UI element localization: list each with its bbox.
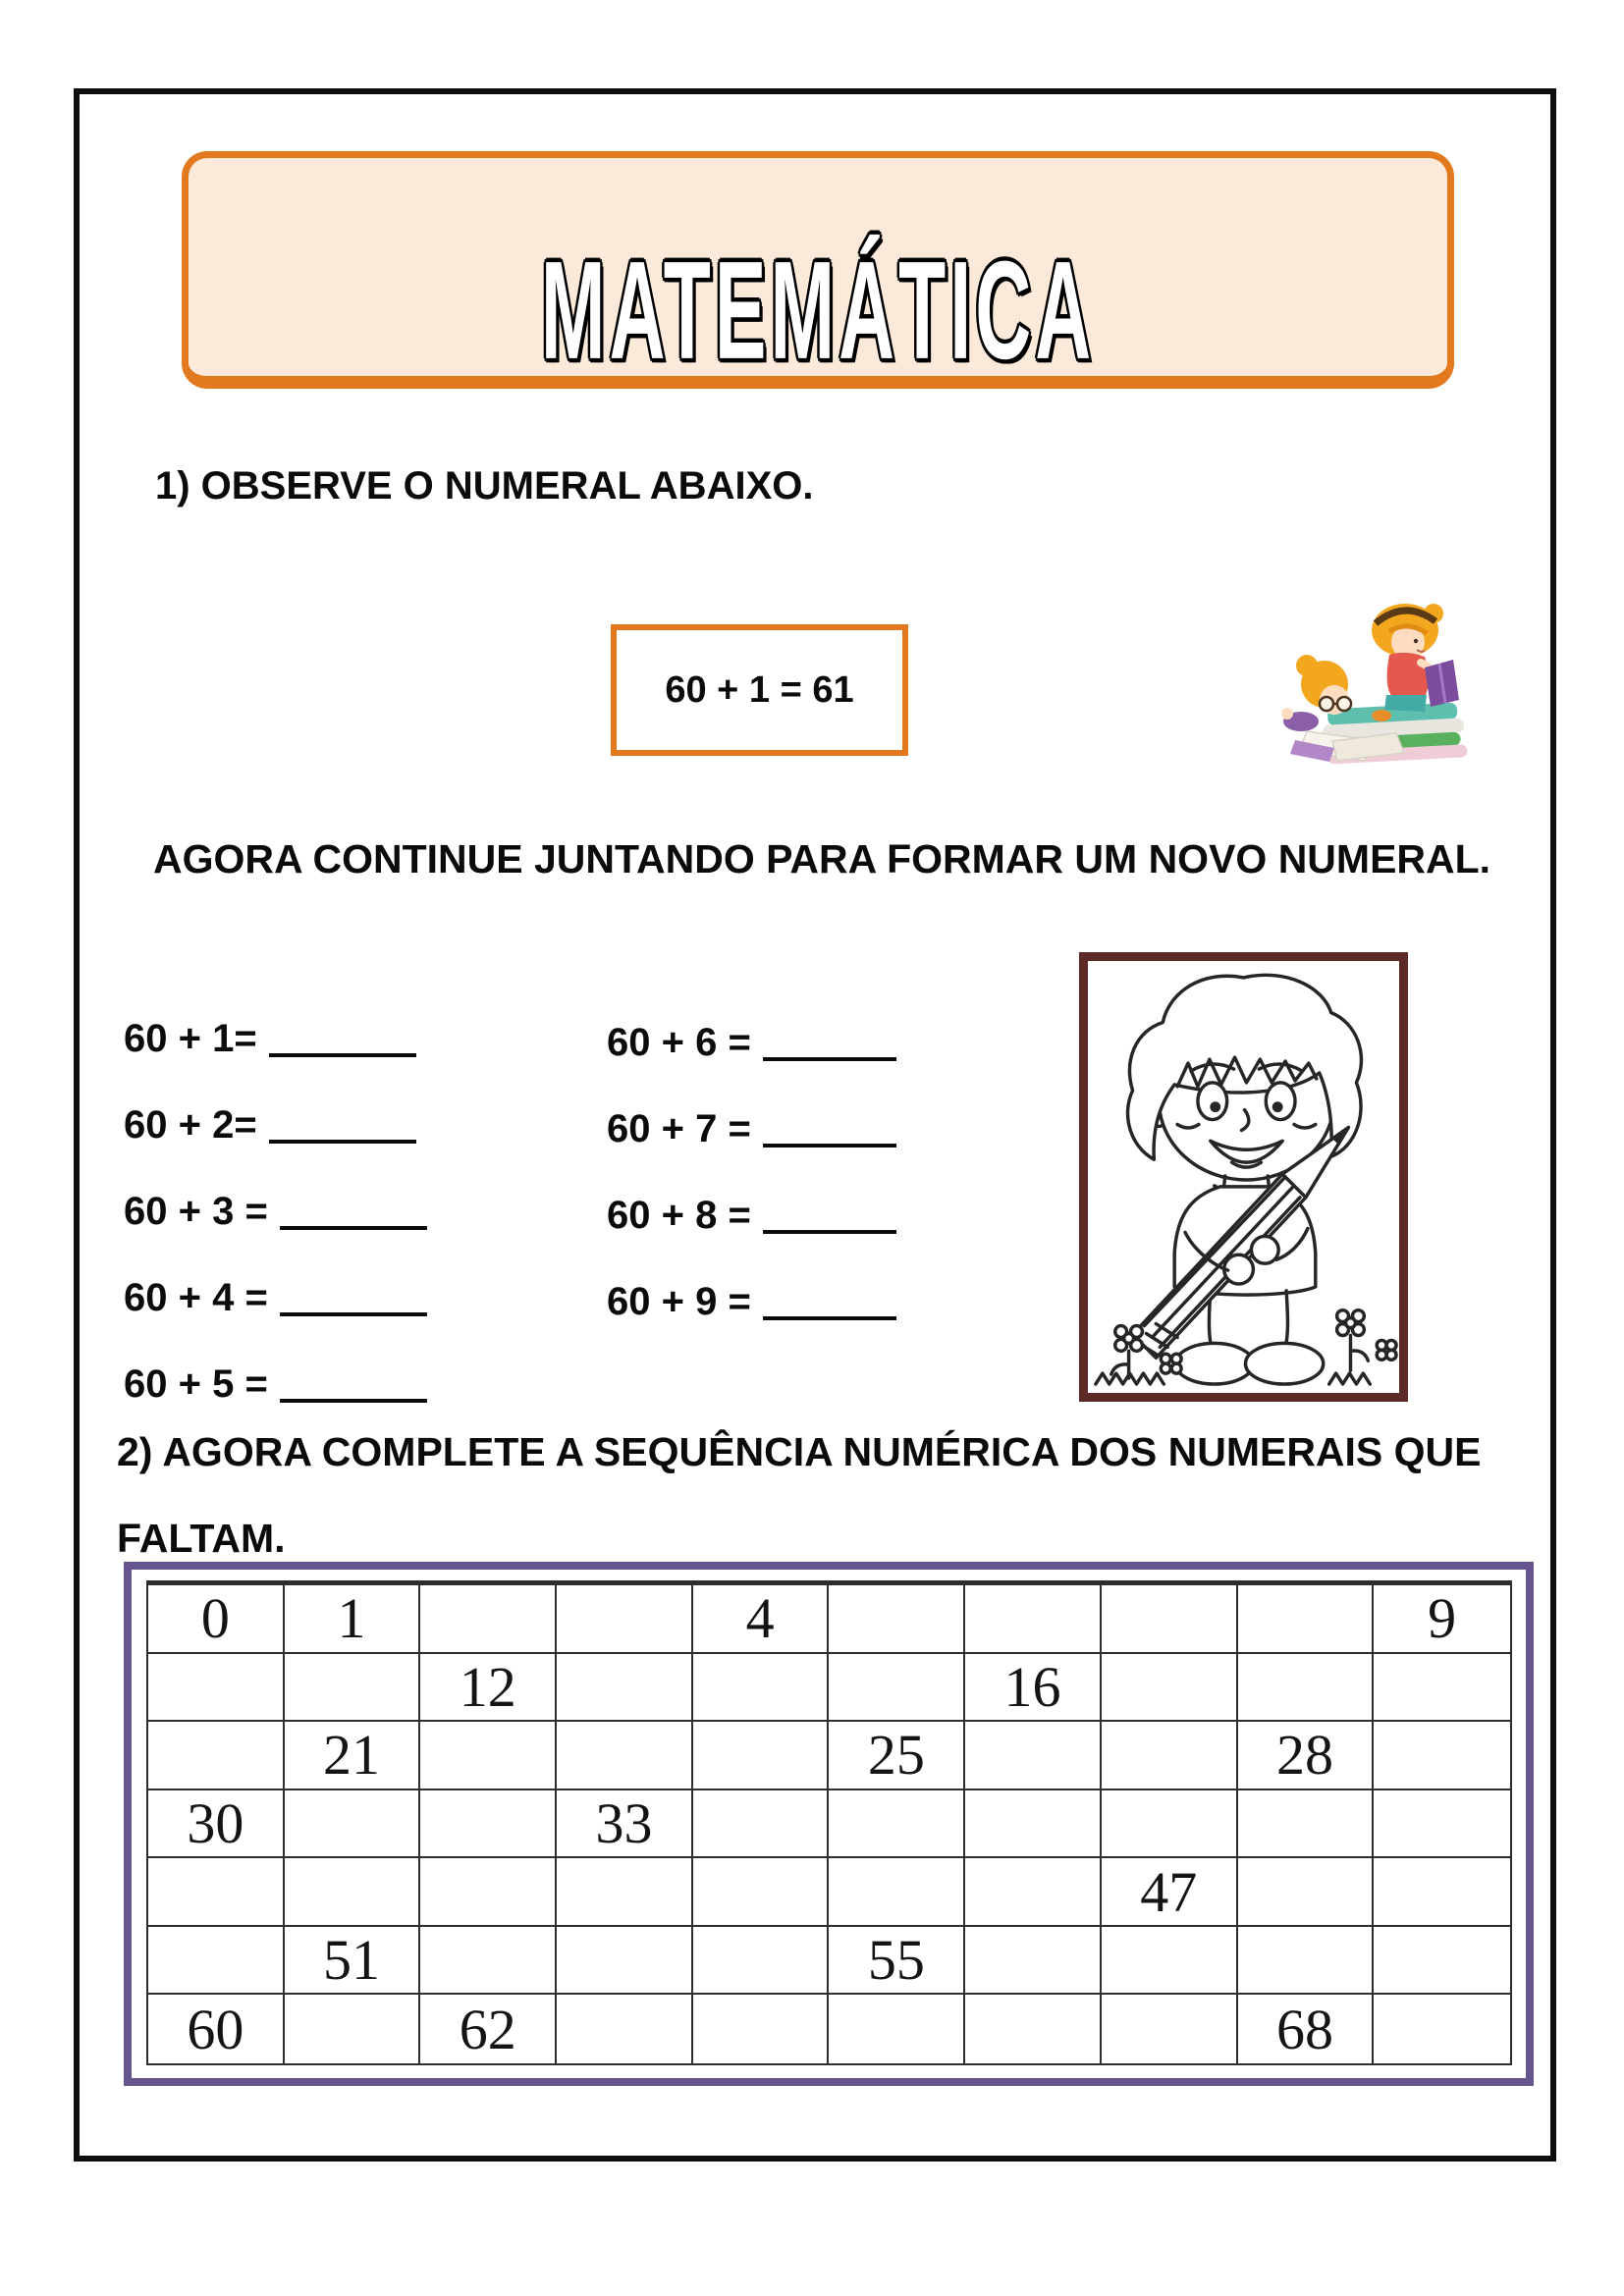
answer-blank <box>280 1216 427 1230</box>
answer-blank <box>763 1047 896 1061</box>
exercise-item-60-5: 60 + 5 = <box>124 1362 427 1407</box>
boy-with-pencil-clipart <box>1088 961 1399 1393</box>
sequence-cell-r3c1 <box>148 1722 285 1790</box>
sequence-cell-r7c1: 60 <box>148 1995 285 2063</box>
answer-blank <box>269 1130 416 1144</box>
sequence-cell-r2c3: 12 <box>420 1654 557 1723</box>
sequence-cell-r3c2: 21 <box>285 1722 421 1790</box>
sequence-cell-r1c5: 4 <box>693 1585 830 1654</box>
exercise-item-60-9: 60 + 9 = <box>607 1280 896 1324</box>
sequence-cell-r3c5 <box>693 1722 830 1790</box>
boy-with-pencil-frame <box>1079 952 1408 1402</box>
sequence-cell-r3c10 <box>1374 1722 1510 1790</box>
sequence-cell-r6c2: 51 <box>285 1927 421 1996</box>
sequence-cell-r5c9 <box>1238 1858 1375 1927</box>
sequence-cell-r3c7 <box>965 1722 1102 1790</box>
sequence-cell-r7c3: 62 <box>420 1995 557 2063</box>
sequence-cell-r4c2 <box>285 1790 421 1859</box>
sequence-cell-r6c8 <box>1102 1927 1238 1996</box>
example-equation: 60 + 1 = 61 <box>665 668 854 711</box>
sequence-cell-r1c10: 9 <box>1374 1585 1510 1654</box>
answer-blank <box>280 1303 427 1316</box>
sequence-cell-r5c7 <box>965 1858 1102 1927</box>
sequence-cell-r6c9 <box>1238 1927 1375 1996</box>
sequence-cell-r2c2 <box>285 1654 421 1723</box>
sequence-cell-r5c6 <box>829 1858 965 1927</box>
sequence-cell-r7c9: 68 <box>1238 1995 1375 2063</box>
sequence-cell-r3c9: 28 <box>1238 1722 1375 1790</box>
sequence-cell-r6c4 <box>557 1927 693 1996</box>
sequence-cell-r1c7 <box>965 1585 1102 1654</box>
sequence-cell-r7c5 <box>693 1995 830 2063</box>
sequence-cell-r2c9 <box>1238 1654 1375 1723</box>
exercise1-heading: 1) OBSERVE O NUMERAL ABAIXO. <box>155 464 814 507</box>
sequence-cell-r2c6 <box>829 1654 965 1723</box>
sequence-cell-r2c8 <box>1102 1654 1238 1723</box>
sequence-grid <box>146 1580 1512 2065</box>
sequence-cell-r6c3 <box>420 1927 557 1996</box>
exercise2-heading-line2: FALTAM. <box>117 1516 286 1561</box>
sequence-cell-r4c4: 33 <box>557 1790 693 1859</box>
sequence-cell-r3c6: 25 <box>829 1722 965 1790</box>
exercise-item-60-4: 60 + 4 = <box>124 1276 427 1320</box>
sequence-cell-r2c1 <box>148 1654 285 1723</box>
sequence-table <box>124 1562 1534 2086</box>
answer-blank <box>269 1043 416 1057</box>
page-title: MATEMÁTICA <box>540 233 1096 389</box>
sequence-cell-r5c4 <box>557 1858 693 1927</box>
sequence-cell-r1c2: 1 <box>285 1585 421 1654</box>
sequence-cell-r5c3 <box>420 1858 557 1927</box>
answer-blank <box>280 1389 427 1403</box>
sequence-cell-r5c8: 47 <box>1102 1858 1238 1927</box>
sequence-cell-r2c10 <box>1374 1654 1510 1723</box>
exercise-item-60-6: 60 + 6 = <box>607 1021 896 1065</box>
answer-blank <box>763 1307 896 1320</box>
sequence-cell-r3c8 <box>1102 1722 1238 1790</box>
sequence-cell-r4c9 <box>1238 1790 1375 1859</box>
sequence-cell-r1c9 <box>1238 1585 1375 1654</box>
kids-reading-clipart <box>1277 593 1474 774</box>
sequence-cell-r4c5 <box>693 1790 830 1859</box>
example-box <box>611 624 908 756</box>
sequence-cell-r4c3 <box>420 1790 557 1859</box>
sequence-cell-r1c1: 0 <box>148 1585 285 1654</box>
sequence-cell-r2c7: 16 <box>965 1654 1102 1723</box>
sequence-cell-r6c5 <box>693 1927 830 1996</box>
exercise2-heading-line1: 2) AGORA COMPLETE A SEQUÊNCIA NUMÉRICA DOS NUMERAIS QUE <box>117 1429 1482 1474</box>
sequence-cell-r6c6: 55 <box>829 1927 965 1996</box>
page-border-frame <box>74 88 1556 2162</box>
sequence-cell-r2c4 <box>557 1654 693 1723</box>
sequence-cell-r7c4 <box>557 1995 693 2063</box>
exercise-item-60-7: 60 + 7 = <box>607 1107 896 1151</box>
sequence-cell-r1c3 <box>420 1585 557 1654</box>
sequence-cell-r5c1 <box>148 1858 285 1927</box>
sequence-cell-r1c8 <box>1102 1585 1238 1654</box>
sequence-cell-r7c2 <box>285 1995 421 2063</box>
sequence-cell-r1c4 <box>557 1585 693 1654</box>
sequence-cell-r5c5 <box>693 1858 830 1927</box>
exercise-item-60-1: 60 + 1= <box>124 1017 416 1061</box>
title-banner <box>182 151 1454 389</box>
sequence-cell-r1c6 <box>829 1585 965 1654</box>
exercise-item-60-3: 60 + 3 = <box>124 1190 427 1234</box>
sequence-cell-r7c7 <box>965 1995 1102 2063</box>
sequence-cell-r7c6 <box>829 1995 965 2063</box>
sequence-cell-r4c10 <box>1374 1790 1510 1859</box>
sequence-cell-r4c6 <box>829 1790 965 1859</box>
sequence-cell-r7c8 <box>1102 1995 1238 2063</box>
exercise-item-60-8: 60 + 8 = <box>607 1194 896 1238</box>
answer-blank <box>763 1134 896 1148</box>
sequence-cell-r5c10 <box>1374 1858 1510 1927</box>
sequence-cell-r4c8 <box>1102 1790 1238 1859</box>
sequence-cell-r6c1 <box>148 1927 285 1996</box>
sequence-cell-r4c7 <box>965 1790 1102 1859</box>
sequence-cell-r6c10 <box>1374 1927 1510 1996</box>
sequence-cell-r4c1: 30 <box>148 1790 285 1859</box>
sequence-cell-r5c2 <box>285 1858 421 1927</box>
sequence-cell-r7c10 <box>1374 1995 1510 2063</box>
sequence-cell-r3c3 <box>420 1722 557 1790</box>
exercise-item-60-2: 60 + 2= <box>124 1103 416 1148</box>
exercise1-instruction: AGORA CONTINUE JUNTANDO PARA FORMAR UM NOVO NUMERAL. <box>153 836 1491 881</box>
sequence-cell-r2c5 <box>693 1654 830 1723</box>
sequence-cell-r3c4 <box>557 1722 693 1790</box>
sequence-cell-r6c7 <box>965 1927 1102 1996</box>
answer-blank <box>763 1220 896 1234</box>
